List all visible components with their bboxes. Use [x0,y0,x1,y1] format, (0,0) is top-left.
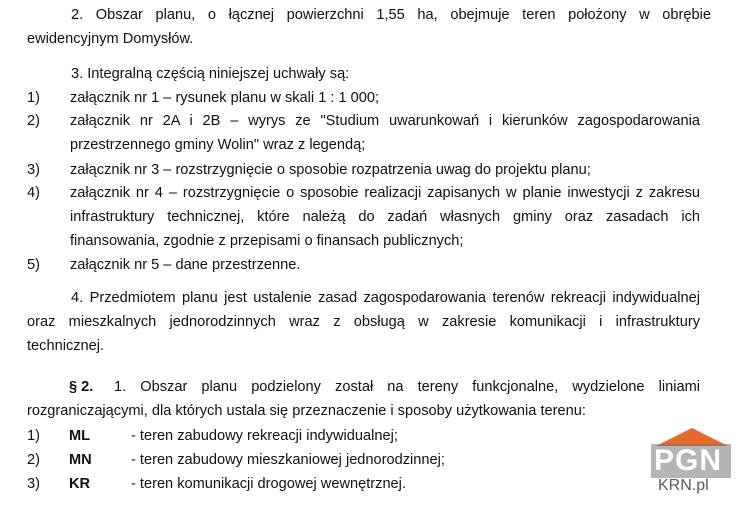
list-item-number: 5) [27,257,40,273]
section-2-line-1: 1. Obszar planu podzielony został na tereny funkcjonalne, wydzielone liniami [114,379,700,395]
list-item-number: 3) [27,162,40,178]
paragraph-4-line-1: 4. Przedmiotem planu jest ustalenie zasad zagospodarowania terenów rekreacji indywidualnej [71,290,700,306]
paragraph-2-line-2: ewidencyjnym Domysłów. [27,31,194,47]
zone-description: - teren komunikacji drogowej wewnętrznej. [131,476,406,492]
list-item-text: załącznik nr 3 – rozstrzygnięcie o sposobie rozpatrzenia uwag do projektu planu; [70,162,591,178]
zone-code: ML [69,428,91,444]
section-mark: § 2. [69,379,94,395]
watermark-site: KRN.pl [658,477,709,494]
zone-description: - teren zabudowy rekreacji indywidualnej; [131,428,398,444]
zone-list-number: 3) [27,476,40,492]
list-item-number: 4) [27,185,40,201]
list-item-text: załącznik nr 1 – rysunek planu w skali 1 : 1 000; [70,90,380,106]
list-item-text: załącznik nr 2A i 2B – wyrys ze "Studium uwarunkowań i kierunków zagospodarowania [70,113,700,129]
list-item-number: 1) [27,90,40,106]
paragraph-4-line-2: oraz mieszkalnych jednorodzinnych wraz z obsługą w zakresie komunikacji i infrastruktury [27,314,700,330]
paragraph-2-line-1: 2. Obszar planu, o łącznej powierzchni 1,55 ha, obejmuje teren położony w obrębie [71,7,711,23]
list-item-text: finansowania, zgodnie z przepisami o finansach publicznych; [70,233,464,249]
zone-description: - teren zabudowy mieszkaniowej jednorodzinnej; [131,452,445,468]
zone-code: MN [69,452,92,468]
paragraph-3-intro: 3. Integralną częścią niniejszej uchwały są: [71,66,350,82]
zone-list-number: 2) [27,452,40,468]
section-2-heading [69,378,93,396]
list-item-text: załącznik nr 4 – rozstrzygnięcie o sposobie realizacji zapisanych w planie inwestycji z zakresu [70,185,700,201]
list-item-text: załącznik nr 5 – dane przestrzenne. [70,257,301,273]
watermark-brand: PGN [654,444,723,477]
watermark-logo [648,428,733,500]
list-item-number: 2) [27,113,40,129]
list-item-text: infrastruktury technicznej, które należą do zadań własnych gminy oraz zasadach ich [70,209,700,225]
zone-code: KR [69,476,91,492]
list-item-text: przestrzennego gminy Wolin" wraz z legendą; [70,137,366,153]
zone-list-number: 1) [27,428,40,444]
section-2-line-2: rozgraniczającymi, dla których ustala się przeznaczenie i sposoby użytkowania terenu: [27,403,586,419]
paragraph-4-line-3: technicznej. [27,338,105,354]
